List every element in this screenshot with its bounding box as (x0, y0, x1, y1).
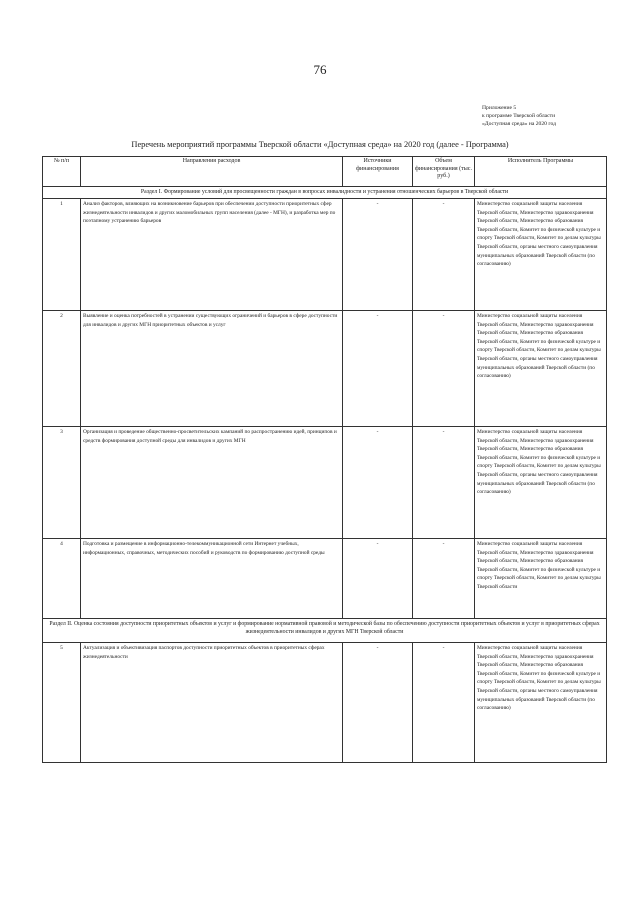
appendix-line: к программе Тверской области (482, 113, 556, 119)
row-executor: Министерство социальной защиты населения Тверской области, Министерство здравоохранения Тверской области, Министерство образования Тверской области, Комитет по физической культуре и спорту Тверской области, Комитет по делам культуры Тверской области, органы местного самоуправления муниципальных образований Тверской области (по согласованию) (475, 311, 607, 427)
row-executor: Министерство социальной защиты населения Тверской области, Министерство здравоохранения Тверской области, Министерство образования Тверской области, Комитет по физической культуре и спорту Тверской области, Комитет по делам культуры Тверской области, органы местного самоуправления муниципальных образований Тверской области (по согласованию) (475, 199, 607, 311)
row-source: - (343, 427, 413, 539)
programme-table (42, 156, 607, 763)
appendix-note (482, 104, 632, 128)
row-source: - (343, 539, 413, 619)
row-direction: Актуализация и объективизация паспортов доступности приоритетных объектов в приоритетных сферах жизнедеятельности (81, 643, 343, 763)
section-1-title: Раздел I. Формирование условий для просвещенности граждан в вопросах инвалидности и устранения отношенческих барьеров в Тверской области (43, 187, 607, 199)
row-source: - (343, 643, 413, 763)
row-volume: - (413, 427, 475, 539)
row-volume: - (413, 643, 475, 763)
header-executor: Исполнитель Программы (475, 157, 607, 187)
row-executor: Министерство социальной защиты населения Тверской области, Министерство здравоохранения Тверской области, Министерство образования Тверской области, Комитет по физической культуре и спорту Тверской области, Комитет по делам культуры Тверской области (475, 539, 607, 619)
row-executor: Министерство социальной защиты населения Тверской области, Министерство здравоохранения Тверской области, Министерство образования Тверской области, Комитет по физической культуре и спорту Тверской области, Комитет по делам культуры Тверской области, органы местного самоуправления муниципальных образований Тверской области (по согласованию) (475, 643, 607, 763)
table-row (43, 539, 607, 619)
row-volume: - (413, 199, 475, 311)
row-direction: Подготовка и размещение в информационно-телекоммуникационной сети Интернет учебных, информационных, справочных, методических пособий и руководств по формированию доступной среды (81, 539, 343, 619)
row-num: 4 (43, 539, 81, 619)
table-row (43, 427, 607, 539)
table-row (43, 311, 607, 427)
row-num: 1 (43, 199, 81, 311)
page-number: 76 (313, 62, 327, 77)
table-row (43, 199, 607, 311)
header-num: № п/п (43, 157, 81, 187)
row-source: - (343, 199, 413, 311)
row-num: 3 (43, 427, 81, 539)
header-volume: Объем финансирования (тыс. руб.) (413, 157, 475, 187)
header-sources: Источники финансирования (343, 157, 413, 187)
row-direction: Выявление и оценка потребностей в устранении существующих ограничений и барьеров в сфере доступности для инвалидов и других МГН приоритетных объектов и услуг (81, 311, 343, 427)
header-directions: Направления расходов (81, 157, 343, 187)
table-row (43, 643, 607, 763)
row-direction: Анализ факторов, влияющих на возникновение барьеров при обеспечении доступности приоритетных сфер жизнедеятельности инвалидов и других маломобильных групп населения (далее - МГН), и разработка мер по поэтапному устранению барьеров (81, 199, 343, 311)
row-source: - (343, 311, 413, 427)
appendix-line: «Доступная среда» на 2020 год (482, 121, 556, 127)
row-num: 5 (43, 643, 81, 763)
table-header-row (43, 157, 607, 187)
appendix-line: Приложение 5 (482, 105, 517, 111)
section-row (43, 619, 607, 643)
row-volume: - (413, 539, 475, 619)
row-direction: Организация и проведение общественно-просветительских кампаний по распространению идей, принципов и средств формирования доступной среды для инвалидов и других МГН (81, 427, 343, 539)
section-2-title: Раздел II. Оценка состояния доступности приоритетных объектов и услуг и формирование нормативной правовой и методической базы по обеспечению доступности приоритетных объектов и услуг в приоритетных сферах жизнедеятельности инвалидов и других МГН Тверской области (43, 619, 607, 643)
section-row (43, 187, 607, 199)
row-num: 2 (43, 311, 81, 427)
row-executor: Министерство социальной защиты населения Тверской области, Министерство здравоохранения Тверской области, Министерство образования Тверской области, Комитет по физической культуре и спорту Тверской области, Комитет по делам культуры Тверской области, органы местного самоуправления муниципальных образований Тверской области (по согласованию) (475, 427, 607, 539)
row-volume: - (413, 311, 475, 427)
document-title: Перечень мероприятий программы Тверской области «Доступная среда» на 2020 год (далее - Программа) (131, 140, 509, 149)
